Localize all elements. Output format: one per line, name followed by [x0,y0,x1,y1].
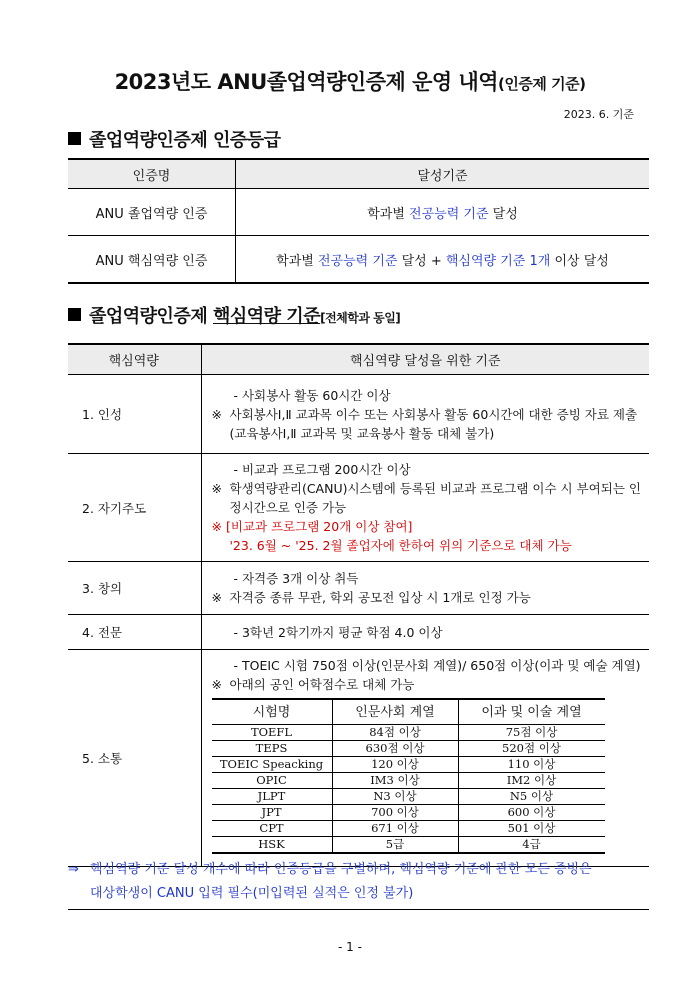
competency-name: 5. 소통 [68,650,201,867]
grade-table [68,158,649,284]
competency-name: 1. 인성 [68,375,201,454]
square-bullet-icon [68,132,81,145]
cert-criteria: 학과별 전공능력 기준 달성 [236,189,650,236]
table-row: JPT 700 이상 600 이상 [212,805,605,821]
table-row [68,454,649,562]
competency-criteria: - 사회봉사 활동 60시간 이상 ※ 사회봉사Ⅰ,Ⅱ 교과목 이수 또는 사회봉사 활동 60시간에 대한 증빙 자료 제출(교육봉사Ⅰ,Ⅱ 교과목 및 교육봉사 활동 대체 불가) [201,375,649,454]
table-row [68,650,649,867]
competency-criteria: - TOEIC 시험 750점 이상(인문사회 계열)/ 650점 이상(이과 및 예술 계열) ※ 아래의 공인 어학점수로 대체 가능 시험명 인문사회 계열 이과 및 이술 계열 TOEFL 84점 이상 75점 이상 TEPS 630점 이상 520점 이상 TOEIC Speacking 120 이상 110 이상 OPIC IM3 이상 IM2 이상 JLPT N3 이상 N5 이상 JPT 700 이상 600 이상 CPT 671 이상 501 이상 HSK 5급 4급 [201,650,649,867]
competency-name: 2. 자기주도 [68,454,201,562]
table-row [68,236,649,284]
page-number: - 1 - [338,940,362,954]
table-row [68,375,649,454]
table-row [68,189,649,236]
table-row: OPIC IM3 이상 IM2 이상 [212,773,605,789]
grade-table-header [68,159,649,189]
date-label: 2023. 6. 기준 [563,108,634,121]
competency-criteria: - 비교과 프로그램 200시간 이상 ※ 학생역량관리(CANU)시스템에 등록된 비교과 프로그램 이수 시 부여되는 인정시간으로 인증 가능 ※ [비교과 프로그램 20개 이상 참여] '23. 6월 ~ '25. 2월 졸업자에 한하여 위의 기준으로 대체 가능 [201,454,649,562]
table-row [68,615,649,650]
page-title [0,66,700,96]
competency-table [68,343,649,867]
competency-name: 4. 전문 [68,615,201,650]
footer-note: ⇒ 핵심역량 기준 달성 개수에 따라 인증등급을 구별하며, 핵심역량 기준에 관한 모든 증빙은 대상학생이 CANU 입력 필수(미입력된 실적은 인정 불가) [68,858,649,906]
table-row: TOEIC Speacking 120 이상 110 이상 [212,757,605,773]
competency-name: 3. 창의 [68,562,201,615]
table-row: HSK 5급 4급 [212,837,605,854]
competency-criteria: - 자격증 3개 이상 취득 ※ 자격증 종류 무관, 학외 공모전 입상 시 1개로 인정 가능 [201,562,649,615]
table-row: JLPT N3 이상 N5 이상 [212,789,605,805]
cert-criteria: 학과별 전공능력 기준 달성 + 핵심역량 기준 1개 이상 달성 [236,236,650,284]
section1-heading [68,126,281,152]
section2-heading: 졸업역량인증제 핵심역량 기준[전체학과 동일] [68,302,400,328]
footer-divider [68,909,649,910]
arrow-right-icon: ⇒ [68,862,79,877]
header-competency: 핵심역량 [68,344,201,375]
table-row: TOEFL 84점 이상 75점 이상 [212,725,605,741]
title-main: 2023년도 ANU졸업역량인증제 운영 내역 [114,70,499,94]
section1-heading-text: 졸업역량인증제 인증등급 [89,130,281,151]
competency-criteria: - 3학년 2학기까지 평균 학점 4.0 이상 [201,615,649,650]
header-criteria: 달성기준 [236,159,650,189]
square-bullet-icon [68,308,81,321]
table-row: CPT 671 이상 501 이상 [212,821,605,837]
table-row: TEPS 630점 이상 520점 이상 [212,741,605,757]
cert-name: ANU 졸업역량 인증 [68,189,236,236]
title-sub: (인증제 기준) [498,75,586,93]
header-competency-criteria: 핵심역량 달성을 위한 기준 [201,344,649,375]
competency-table-header [68,344,649,375]
cert-name: ANU 핵심역량 인증 [68,236,236,284]
header-cert-name: 인증명 [68,159,236,189]
table-row [68,562,649,615]
language-score-table: 시험명 인문사회 계열 이과 및 이술 계열 TOEFL 84점 이상 75점 이상 TEPS 630점 이상 520점 이상 TOEIC Speacking 120 이상 110 이상 OPIC IM3 이상 IM2 이상 JLPT N3 이상 N5 이상 JPT 700 이상 600 이상 CPT 671 이상 501 이상 HSK 5급 4급 [212,698,605,854]
